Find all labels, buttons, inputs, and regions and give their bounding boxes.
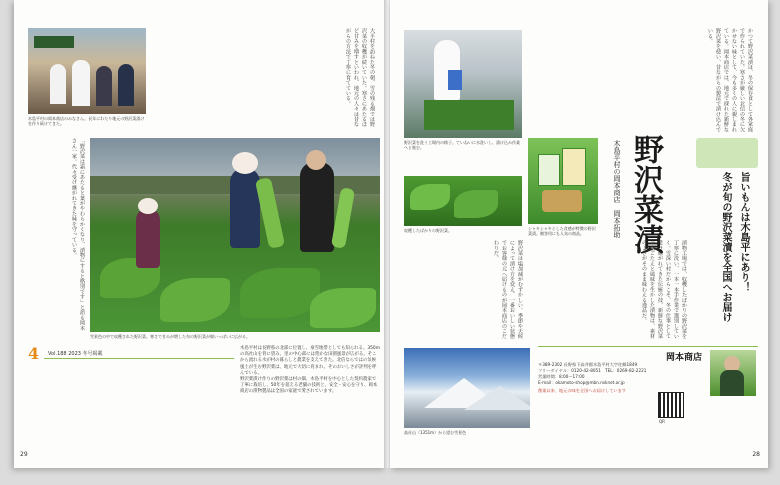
- head-scarf: [138, 198, 158, 214]
- shop-owner-photo: [710, 350, 756, 396]
- leaf: [160, 278, 230, 322]
- subtitle-line2: 冬が旬の野沢菜漬を全国へお届け: [720, 172, 731, 322]
- vol-badge: [28, 344, 44, 363]
- snow-mountain: [464, 386, 530, 410]
- shop-tel: フリーダイヤル：0120-42-8051 TEL：0269-82-2221: [538, 368, 647, 373]
- body-text-mid: 「野沢菜は霜にあたると葉がやわらかくなり、漬物にすると格別です」と語る岡本さん一家。代々受け継がれてきた味を守っている。: [71, 138, 85, 331]
- photo-field-caption: 雪景色の中で収穫された野沢菜。寒さで甘みが増した旬の野沢菜が畑いっぱいに広がる。: [90, 334, 250, 339]
- photo-field-harvest: [90, 138, 380, 332]
- photo-family-caption: 木島平村の岡本商店のみなさん。長年にわたり地元の野沢菜漬けを作り続けてきた。: [28, 116, 145, 126]
- subtitle-photo: [696, 138, 758, 168]
- body-text-bottom: 漬物工場では、収穫したばかりの野沢菜を丁寧に洗い、一本一本手作業で選別していく。雪深い村だからこそ、冬の仕事として受け継がれてきた伝統の技。新鮮な野沢菜の歯ごたえと風味を生かした漬物は、素材のよさがそのまま味わえる逸品だ。: [641, 240, 687, 339]
- photo-greens-pile: [404, 176, 522, 226]
- person: [72, 60, 90, 106]
- person: [50, 64, 66, 104]
- qr-code: [658, 392, 684, 424]
- article-title: 野沢菜漬: [628, 134, 663, 254]
- leaf: [410, 184, 450, 210]
- photo-products-caption: シャキシャキとした食感が特徴の野沢菜漬。贈答用にも人気の商品。: [528, 226, 596, 236]
- divider-line: [44, 358, 234, 359]
- vol-number: 4: [28, 344, 40, 363]
- subtitle-block: [696, 138, 758, 328]
- farmer-man: [300, 162, 334, 252]
- face: [306, 150, 326, 170]
- leaf: [454, 190, 498, 218]
- person: [118, 64, 134, 106]
- head-scarf: [232, 152, 258, 174]
- shop-note: 創業以来、地元の味を全国へお届けしています: [538, 388, 626, 393]
- photo-products: [528, 138, 598, 224]
- shop-name: 岡本商店: [666, 353, 703, 363]
- shop-divider-top: [538, 346, 758, 347]
- person: [96, 66, 112, 106]
- leaf: [310, 288, 376, 328]
- glove: [448, 70, 462, 90]
- body-text-bottom-p1: 木島平村は長野県の北部に位置し、豪雪地帯としても知られる。350mの高社山を背に望み、里の中心部には豊かな田園風景が広がる。そこから流れる水が村の暮らしと農業を支えてきた。北信ならではの気候風土が生む野沢菜は、地元で大切に育まれ、そのおいしさが評判を呼んでいる。: [240, 346, 380, 376]
- qr-label: QR: [659, 419, 665, 424]
- left-page: [14, 0, 386, 468]
- vol-label: Vol.188 2023 冬号掲載: [48, 351, 103, 357]
- photo-pile-caption: 収穫したばかりの野沢菜。: [404, 228, 452, 233]
- right-page: [390, 0, 768, 468]
- shop-line: 木島平村の岡本商店 岡本拓助: [613, 140, 621, 238]
- shop-sign: [34, 36, 74, 48]
- page-number-left: 29: [20, 451, 28, 458]
- shop-hours: 営業時間：8:00〜17:00: [538, 374, 585, 379]
- subtitle-line1: 旨いもんは木島平にあり！: [738, 172, 749, 292]
- photo-factory-caption: 野沢菜を洗う工場内の様子。ていねいに水洗いし、漬け込み作業へと進む。: [404, 140, 520, 150]
- shop-email: E-mail：okamoto-shop@mbn.nsknet.or.jp: [538, 380, 625, 385]
- body-text-bottom-p2: 野沢菜漬け作りの野沢菜は村の畑、木島平村を中心とした契約農家で丁寧に栽培し、50年を超える老舗の技術と、安全・安心を守り、岡本商店の漬物製品は全国の家庭で愛されています。: [240, 377, 378, 395]
- package: [562, 148, 586, 186]
- farmer-woman-2: [230, 168, 260, 248]
- body-text-top: 大平村を訪ねた冬の朝、雪の残る畑では野沢菜の収穫が続いていた。寒さにあたるほど甘みを増すといわれ、地元の人々は昔ながらの方法で丁寧に育てている。: [345, 28, 375, 127]
- basket: [542, 190, 582, 212]
- photo-factory: [404, 30, 522, 138]
- page-number-right: 28: [752, 451, 760, 458]
- body-text-bottom: [240, 346, 380, 396]
- shop-info-box: [538, 346, 758, 430]
- nozawana-bunch: [331, 187, 355, 249]
- person: [720, 370, 744, 396]
- photo-family-shop: [28, 28, 146, 114]
- photo-mountain-caption: 高社山（1351m）から望む雪景色: [404, 430, 467, 435]
- leaf: [240, 268, 320, 318]
- photo-mountain: [404, 348, 530, 428]
- package: [538, 154, 560, 186]
- greens-tray: [424, 100, 514, 130]
- body-text-top: かつて野沢菜漬は、冬の保存食として各家庭で作られていた。寒さが厳しい北信の冬に欠かせない味として、今も多くの人に親しまれている。岡本商店では、地元で採れた新鮮な野沢菜を使い、昔ながらの製法で漬け込んでいる。: [707, 28, 753, 132]
- body-text-mid: 野沢菜は塩加減がむずかしい。季節や天候によって漬け方を変え、一番おいしい状態でお客様の元へ届けるのが岡本商店のこだわりだ。: [493, 240, 523, 339]
- shop-address: 〒389-2302 長野県下高井郡木島平村大字往郷1849: [538, 362, 638, 367]
- farmer-woman: [136, 208, 160, 268]
